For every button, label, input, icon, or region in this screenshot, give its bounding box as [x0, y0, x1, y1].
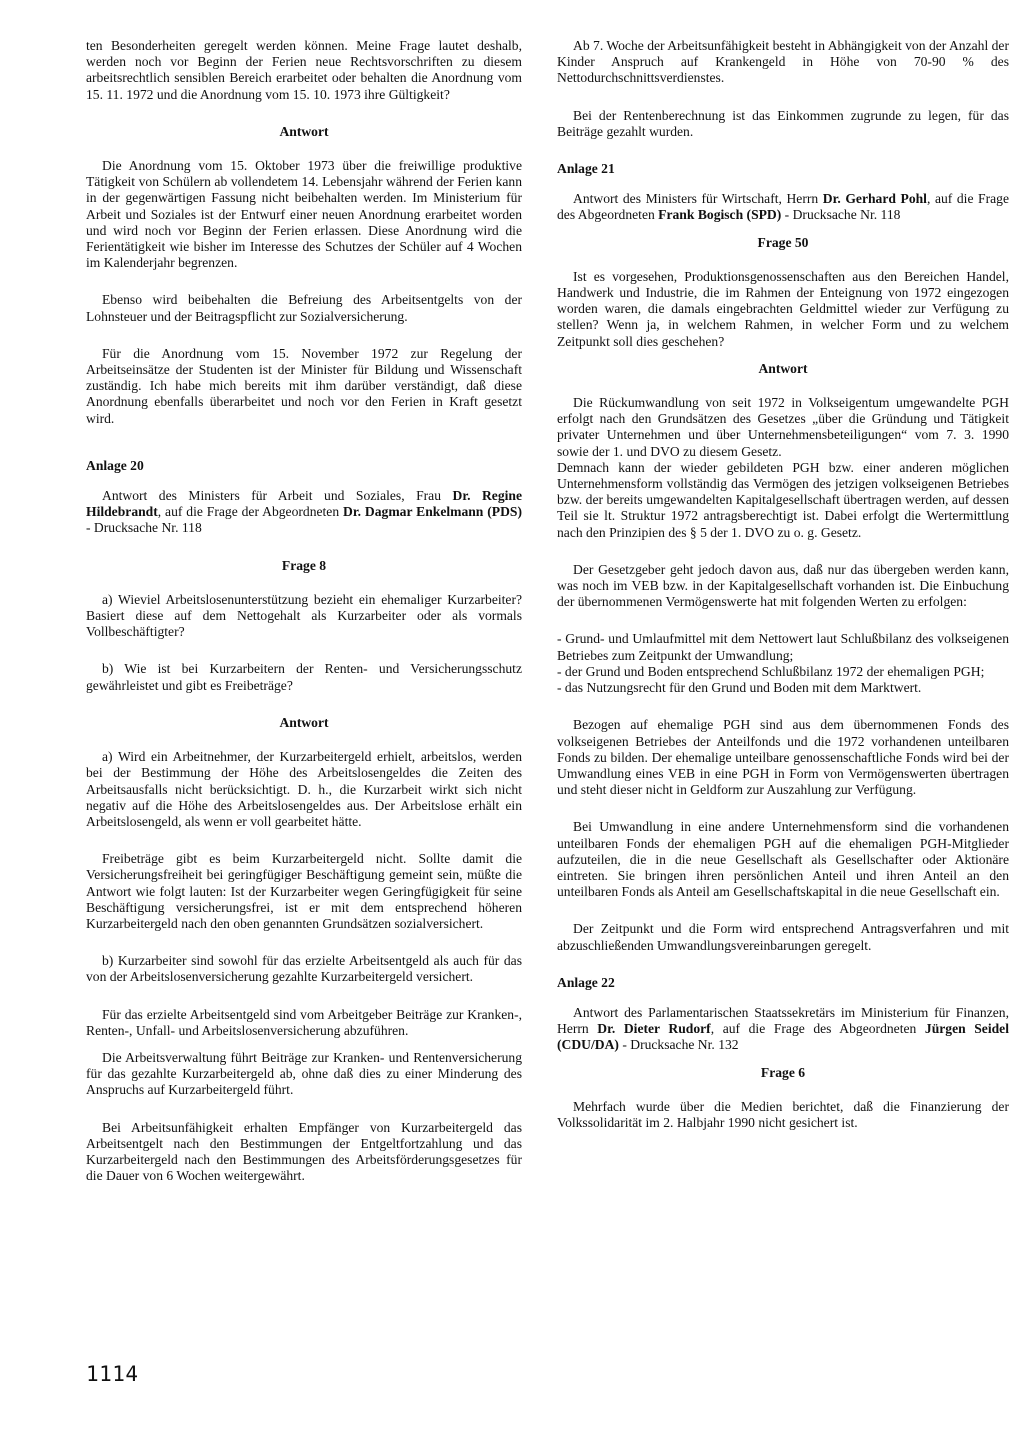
- antwort-heading: Antwort: [758, 360, 808, 376]
- minister-name: Dr. Gerhard Pohl: [822, 191, 927, 207]
- paragraph: Der Gesetzgeber geht jedoch davon aus, daß nur das übergeben werden kann, was noch im VEB bzw. in der Kapitalgesellschaft vorhanden ist. Die Einbuchung der übernommenen Vermögenswerte hat mit folgenden Werten zu erfolgen:: [557, 561, 1009, 610]
- question-a: a) Wieviel Arbeitslosenunterstützung bezieht ein ehemaliger Kurzarbeiter? Basiert diese auf dem Nettogehalt als Kurzarbeiter oder als vormals Vollbeschäftigter?: [86, 591, 522, 640]
- frage-50-heading: Frage 50: [757, 234, 809, 250]
- deputy-name: Jürgen Seidel (CDU/DA): [557, 1021, 1009, 1053]
- anlage-22-heading: Anlage 22: [557, 974, 615, 990]
- page-number: 1114: [86, 1362, 139, 1386]
- paragraph: ten Besonderheiten geregelt werden können. Meine Frage lautet deshalb, werden noch vor Beginn der Ferien neue Rechtsvorschriften zu diesem arbeitsrechtlich sensiblen Bereich erarbeitet oder behalten die Anordnung vom 15. 11. 1972 und die Anordnung vom 15. 10. 1973 ihre Gültigkeit?: [86, 38, 522, 102]
- anlage-20-intro: Antwort des Ministers für Arbeit und Soziales, Frau Dr. Regine Hildebrandt, auf die Frage der Abgeordneten Dr. Dagmar Enkelmann (PDS) - Drucksache Nr. 118: [86, 488, 523, 536]
- anlage-21-intro: Antwort des Ministers für Wirtschaft, Herrn Dr. Gerhard Pohl, auf die Frage des Abgeordneten Frank Bogisch (SPD) - Drucksache Nr. 118: [557, 191, 1010, 223]
- paragraph: a) Wird ein Arbeitnehmer, der Kurzarbeitergeld erhielt, arbeitslos, werden bei der Bestimmung der Höhe des Arbeitslosengeldes die Zeiten des Arbeitsausfalls nicht berücksichtigt. D. h., die Kurzarbeit wirkt sich nicht negativ auf die Höhe des Arbeitslosengeldes aus. Der Arbeitslose erhält ein Arbeitslosengeld, als wenn er voll gearbeitet hätte.: [86, 749, 522, 829]
- paragraph: Bei der Rentenberechnung ist das Einkommen zugrunde zu legen, für das Beiträge gezahlt wurden.: [557, 107, 1009, 139]
- paragraph: b) Kurzarbeiter sind sowohl für das erzielte Arbeitsentgeld als auch für das von der Arbeitslosenversicherung gezahlte Kurzarbeitergeld versichert.: [86, 953, 522, 985]
- paragraph: Für das erzielte Arbeitsentgeld sind vom Arbeitgeber Beiträge zur Kranken-, Renten-, Unfall- und Arbeitslosenversicherung abzuführen.: [86, 1006, 522, 1038]
- paragraph: Für die Anordnung vom 15. November 1972 zur Regelung der Arbeitseinsätze der Studenten ist der Minister für Bildung und Wissenschaft zuständig. Ich habe mich bereits mit ihm darüber verständigt, daß diese Anordnung ebenfalls überarbeitet und noch vor den Ferien in Kraft gesetzt wird.: [86, 345, 522, 426]
- paragraph: Ebenso wird beibehalten die Befreiung des Arbeitsentgelts von der Lohnsteuer und der Beitragspflicht zur Sozialversicherung.: [86, 292, 522, 324]
- deputy-name: Frank Bogisch (SPD): [658, 207, 782, 223]
- minister-name: Dr. Regine Hildebrandt: [86, 488, 523, 520]
- anlage-22-intro: Antwort des Parlamentarischen Staatssekretärs im Ministerium für Finanzen, Herrn Dr. Dieter Rudorf, auf die Frage des Abgeordneten Jürgen Seidel (CDU/DA) - Drucksache Nr. 132: [557, 1004, 1009, 1053]
- list-item: - Grund- und Umlaufmittel mit dem Nettowert laut Schlußbilanz des volkseigenen Betriebes zum Zeitpunkt der Umwandlung;: [557, 631, 1009, 663]
- list-item: - der Grund und Boden entsprechend Schlußbilanz 1972 der ehemaligen PGH;: [557, 663, 985, 679]
- paragraph: Bei Arbeitsunfähigkeit erhalten Empfänger von Kurzarbeitergeld das Arbeitsentgelt nach den Bestimmungen der Entgeltfortzahlung und das Kurzarbeitergeld nach den Bestimmungen des Arbeitsförderungsgesetzes für die Dauer von 6 Wochen weitergewährt.: [86, 1119, 522, 1184]
- anlage-20-heading: Anlage 20: [86, 457, 144, 473]
- paragraph: Ab 7. Woche der Arbeitsunfähigkeit besteht in Abhängigkeit von der Anzahl der Kinder Anspruch auf Krankengeld in Höhe von 70-90 % des Nettodurchschnittsverdienstes.: [557, 38, 1009, 86]
- paragraph: Bezogen auf ehemalige PGH sind aus dem übernommenen Fonds des volkseigenen Betriebes der Anteilfonds und die 1972 vorhandenen unteilbaren Fonds zu bilden. Der ehemalige unteilbare genossenschaftliche Fonds wird bei der Umwandlung eines VEB in eine PGH in Form von Vermögenswerten übertragen und steht dieser nicht in Geldform zur Auszahlung zur Verfügung.: [557, 717, 1009, 798]
- question-b: b) Wie ist bei Kurzarbeitern der Renten- und Versicherungsschutz gewährleistet und gibt es Freibeträge?: [86, 661, 522, 693]
- paragraph: Der Zeitpunkt und die Form wird entsprechend Antragsverfahren und mit abzuschließenden Umwandlungsvereinbarungen geregelt.: [557, 921, 1009, 953]
- paragraph: Demnach kann der wieder gebildeten PGH bzw. einer anderen möglichen Unternehmensform vollständig das Vermögen des jetzigen volkseigenen Betriebes bzw. der bereits umgewandelten Kapitalgesellschaft übertragen werden, auf dessen Teil sie lt. Struktur 1972 antragsberechtigt ist. Dabei erfolgt die Wertermittlung nach den Prinzipien des § 5 der 1. DVO zu o. g. Gesetz.: [557, 459, 1009, 540]
- paragraph: Bei Umwandlung in eine andere Unternehmensform sind die vorhandenen unteilbaren Fonds der ehemaligen PGH auf die ehemaligen PGH-Mitglieder aufzuteilen, die in die neue Gesellschaft als Gesellschafter oder Aktionäre eintreten. Sie bringen ihren persönlichen Anteil und ihren Anteil an den unteilbaren Fonds als Anteil am Gesellschaftskapital in die neue Gesellschaft ein.: [557, 819, 1009, 900]
- anlage-21-heading: Anlage 21: [557, 161, 615, 177]
- question: Mehrfach wurde über die Medien berichtet, daß die Finanzierung der Volkssolidarität im 2. Halbjahr 1990 nicht gesichert ist.: [557, 1098, 1009, 1130]
- paragraph: Die Arbeitsverwaltung führt Beiträge zur Kranken- und Rentenversicherung für das gezahlte Kurzarbeitergeld ab, ohne daß dies zu einer Minderung des Anspruchs auf Kurzarbeitergeld führt.: [86, 1049, 522, 1098]
- deputy-name: Dr. Dagmar Enkelmann (PDS): [343, 504, 522, 520]
- question: Ist es vorgesehen, Produktionsgenossenschaften aus den Bereichen Handel, Handwerk und Industrie, die im Rahmen der Enteignung von 1972 eingezogen worden waren, die damals eingebrachten Geldmittel wieder zur Verfügung zu stellen? Wenn ja, in welchem Rahmen, in welcher Form und zu welchem Zeitpunkt soll dies geschehen?: [557, 268, 1009, 349]
- frage-8-heading: Frage 8: [281, 557, 327, 573]
- secretary-name: Dr. Dieter Rudorf: [597, 1021, 711, 1037]
- antwort-heading: Antwort: [279, 123, 329, 139]
- paragraph: Die Anordnung vom 15. Oktober 1973 über die freiwillige produktive Tätigkeit von Schülern ab vollendetem 14. Lebensjahr während der Ferien kann in der gegenwärtigen Fassung nicht beibehalten werden. Im Ministerium für Arbeit und Soziales ist der Entwurf einer neuen Anordnung erarbeitet worden und wird noch vor Beginn der Ferien erlassen. Diese Anordnung wird die Ferientätigkeit wie bisher im Interesse des Schutzes der Schüler auf 4 Wochen im Kalenderjahr begrenzen.: [86, 158, 522, 271]
- list-item: - das Nutzungsrecht für den Grund und Boden mit dem Marktwert.: [557, 680, 922, 696]
- left-column: [86, 38, 522, 1195]
- frage-6-heading: Frage 6: [760, 1064, 806, 1080]
- paragraph: Freibeträge gibt es beim Kurzarbeitergeld nicht. Sollte damit die Versicherungsfreiheit bei geringfügiger Beschäftigung gemeint sein, müßte die Antwort wie folgt lauten: Ist der Kurzarbeiter wegen Geringfügigkeit für seine Beschäftigung versicherungsfrei, ist er mit dem entsprechend höheren Kurzarbeitergeld nach den oben genannten Grundsätzen sozialversichert.: [86, 851, 522, 931]
- antwort-heading: Antwort: [279, 714, 329, 730]
- paragraph: Die Rückumwandlung von seit 1972 in Volkseigentum umgewandelte PGH erfolgt nach den Grundsätzen des Gesetzes „über die Gründung und Tätigkeit privater Unternehmen und über Unternehmensbeteiligungen“ vom 7. 3. 1990 sowie der 1. und DVO zu diesem Gesetz.: [557, 395, 1009, 459]
- right-column: [557, 38, 1009, 1142]
